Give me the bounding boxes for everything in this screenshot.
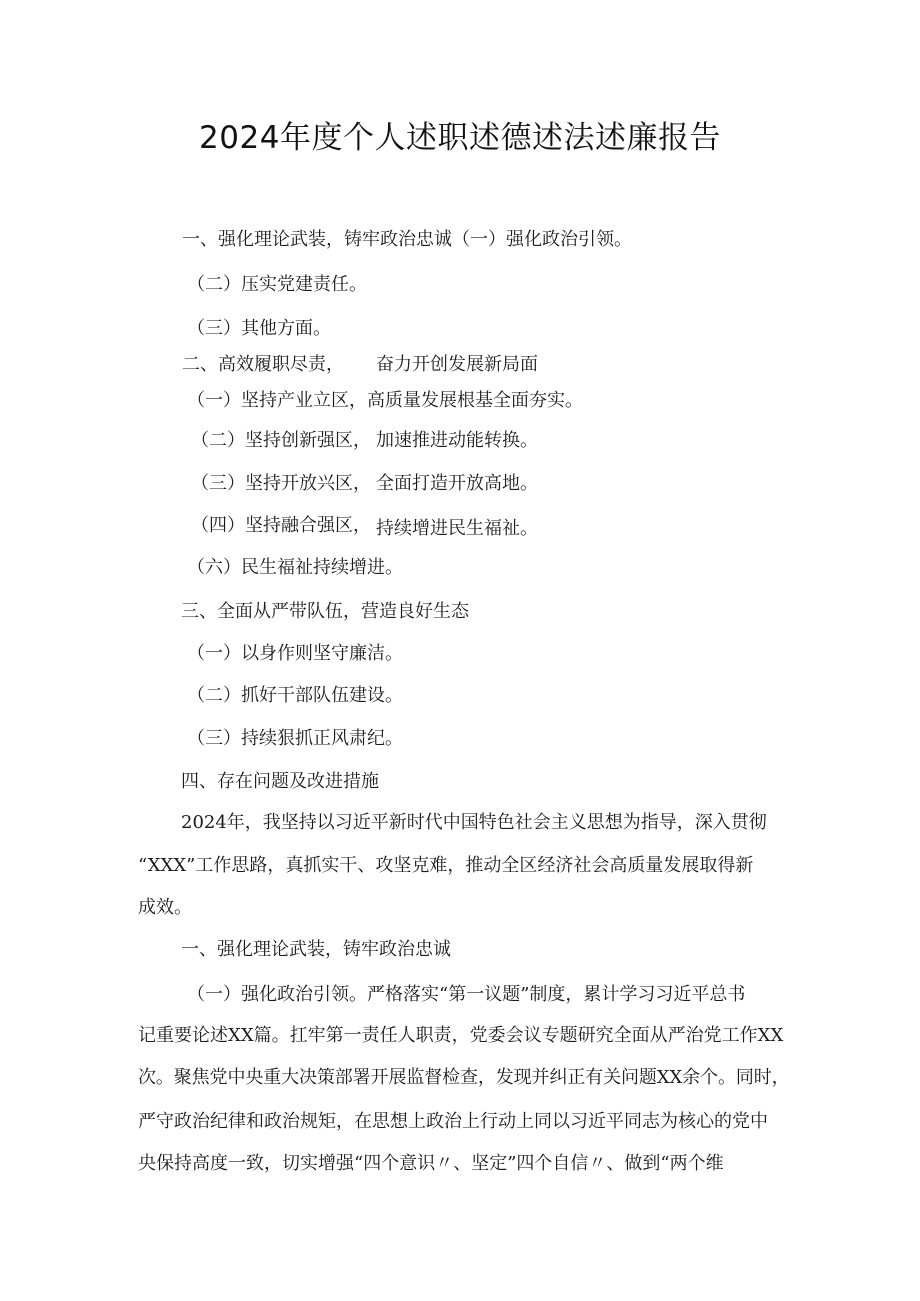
body-line: 记重要论述XX篇。扛牢第一责任人职责，党委会议专题研究全面从严治党工作XX — [138, 1025, 784, 1046]
outline-item: （二）压实党建责任。 — [187, 274, 367, 295]
outline-item: 四、存在问题及改进措施 — [181, 771, 379, 792]
body-line: 次。聚焦党中央重大决策部署开展监督检查，发现并纠正有关问题XX余个。同时， — [138, 1067, 790, 1088]
intro-line: 成效。 — [138, 897, 192, 918]
outline-item: 加速推进动能转换。 — [376, 430, 538, 451]
outline-item: （二）抓好干部队伍建设。 — [187, 685, 403, 706]
outline-item: 三、全面从严带队伍，营造良好生态 — [181, 601, 469, 622]
body-line: 严守政治纪律和政治规矩，在思想上政治上行动上同以习近平同志为核心的党中 — [138, 1111, 768, 1132]
body-line: 央保持高度一致，切实增强“四个意识〃、坚定”四个自信〃、做到“两个维 — [138, 1153, 724, 1174]
outline-item: 一、强化理论武装，铸牢政治忠诚（一）强化政治引领。 — [182, 229, 632, 250]
outline-item: （三）其他方面。 — [187, 318, 331, 339]
outline-item: （六）民生福祉持续增进。 — [187, 557, 403, 578]
outline-item: （一）坚持产业立区，高质量发展根基全面夯实。 — [187, 390, 583, 411]
body-line: （一）强化政治引领。严格落实“第一议题”制度，累计学习习近平总书 — [187, 984, 746, 1005]
section-heading: 一、强化理论武装，铸牢政治忠诚 — [181, 939, 451, 960]
outline-item: 二、高效履职尽责， — [182, 354, 344, 375]
document-title: 2024年度个人述职述德述法述廉报告 — [199, 120, 721, 156]
outline-item: 奋力开创发展新局面 — [376, 354, 538, 375]
outline-item: 持续增进民生福祉。 — [376, 518, 538, 539]
outline-item: （一）以身作则坚守廉洁。 — [187, 643, 403, 664]
intro-line: “XXX”工作思路，真抓实干、攻坚克难，推动全区经济社会高质量发展取得新 — [138, 855, 754, 876]
outline-item: （二）坚持创新强区， — [191, 430, 371, 451]
outline-item: （三）坚持开放兴区， — [191, 473, 371, 494]
intro-line: 2024年，我坚持以习近平新时代中国特色社会主义思想为指导，深入贯彻 — [181, 812, 767, 833]
outline-item: 全面打造开放高地。 — [376, 473, 538, 494]
outline-item: （三）持续狠抓正风肃纪。 — [187, 728, 403, 749]
outline-item: （四）坚持融合强区， — [191, 515, 371, 536]
